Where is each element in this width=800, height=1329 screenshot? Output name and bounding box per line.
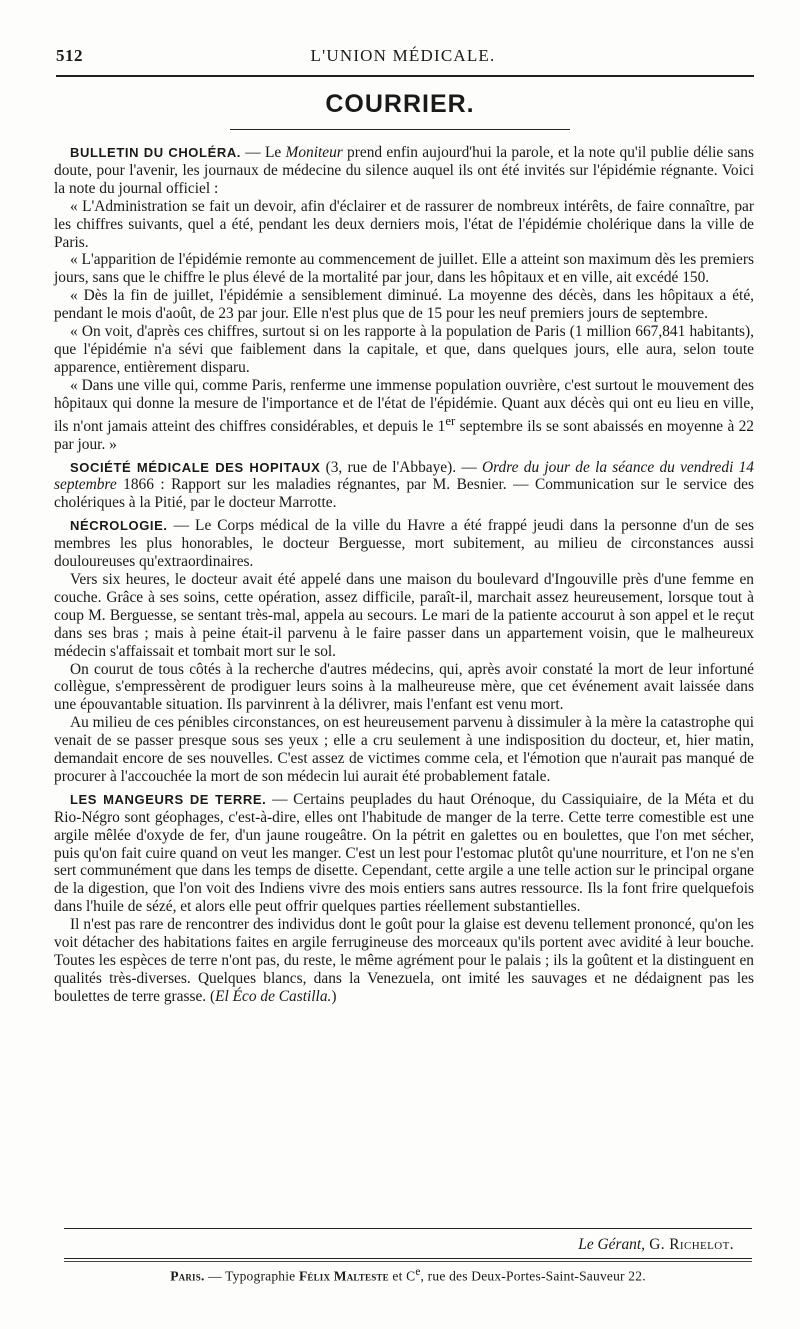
signature-name: G. Richelot. (644, 1236, 734, 1253)
mangeurs-paragraph-2 (54, 916, 754, 1006)
necrologie-paragraph-3: On courut de tous côtés à la recherche d'autres médecins, qui, après avoir constaté la mort de leur infortuné collègue, s'empressèrent de prodiguer leurs soins à la malheureuse mère, que cet événement avait laissée dans une épouvantable situation. Ils parvinrent à la délivrer, mais l'enfant est venu mort. (54, 660, 754, 714)
necrologie-heading: NÉCROLOGIE. (70, 518, 168, 534)
cholera-paragraph-4: « Dès la fin de juillet, l'épidémie a sensiblement diminué. La moyenne des décès, dans les hôpitaux a été, pendant le mois d'août, de 23 par jour. Elle n'est plus que de 15 pour les neuf premiers jours de septembre. (54, 287, 754, 323)
societe-paragraph (54, 459, 754, 513)
imprint-printer: Félix Malteste (298, 1268, 389, 1284)
cholera-paragraph-6 (54, 377, 754, 454)
cholera-superscript: er (445, 413, 456, 428)
mangeurs-paragraph-1 (54, 791, 754, 916)
header-rule (56, 75, 754, 77)
signature (578, 1236, 734, 1254)
article-body (54, 144, 754, 1006)
necrologie-paragraph-2: Vers six heures, le docteur avait été appelé dans une maison du boulevard d'Ingouville près d'une femme en couche. Grâce à ses soins, cette opération, assez difficile, paraît-il, marchait assez heureusement, lorsque tout à coup M. Berguesse, se sentant très-mal, appela au secours. Le mari de la patiente accourut à son appel et le reçut dans ses bras ; mais à peine était-il parvenu à le faire passer dans un appartement voisin, que le malheureux médecin s'affaissait et tombait mort sur le sol. (54, 570, 754, 660)
moniteur-title: Moniteur (285, 144, 343, 161)
mangeurs-source: El Éco de Castilla. (215, 987, 332, 1005)
footer-rule-double (64, 1261, 752, 1262)
societe-ordre-du-jour: Ordre du jour de la séance du vendredi 14 septembre (54, 458, 755, 494)
necrologie-text-1: — Le Corps médical de la ville du Havre a été frappé jeudi dans la personne d'un de ses membres les plus honorables, le docteur Berguesse, mort subitement, au milieu de circonstances aussi douloureuses qu'extraordinaires. (54, 517, 754, 571)
mangeurs-text-1: — Certains peuplades du haut Orénoque, du Cassiquiaire, de la Méta et du Rio-Négro sont géophages, c'est-à-dire, elles ont l'habitude de manger de la terre. Cette terre comestible est une argile mêlée d'oxyde de fer, d'un jaune rougeâtre. On la pétrit en galettes ou en boulettes, que l'on met sécher, puis qu'on fait cuire quand on veut les manger. C'est un lest pour l'estomac plutôt qu'une nourriture, et l'on ne s'en sert communément que dans les temps de disette. Cependant, cette argile a une telle action sur le principal organe de la digestion, que l'on voit des Indiens vivre des mois entiers sans autres ressource. Ils la font frire quelquefois dans l'huile de sézé, et alors elle peut offrir quelques parties réellement substantielles. (54, 790, 755, 916)
imprint-city: Paris. (170, 1268, 205, 1284)
page-number: 512 (56, 46, 83, 65)
mangeurs-heading: LES MANGEURS DE TERRE. (70, 791, 267, 807)
necrologie-paragraph-1 (54, 517, 754, 571)
societe-heading: SOCIÉTÉ MÉDICALE DES HOPITAUX (70, 459, 321, 475)
printer-imprint (64, 1266, 752, 1285)
journal-title: L'UNION MÉDICALE. (310, 46, 496, 65)
mangeurs-text-2a: Il n'est pas rare de rencontrer des individus dont le goût pour la glaise est devenu tellement prononcé, qu'on les voit détacher des habitations faites en argile ferrugineuse des morceaux qu'ils portent avec avidité à leur bouche. Toutes les espèces de terre n'ont pas, du reste, le même agrément pour le palais ; ils la goûtent et la distinguent en qualités très-diverses. Quelques blancs, dans la Venezuela, ont imité les sauvages et ne dédaignent pas les boulettes de terre grasse. ( (54, 916, 754, 1005)
title-rule (230, 129, 570, 130)
mangeurs-text-2b: ) (331, 987, 337, 1005)
cholera-text-6a: « Dans une ville qui, comme Paris, renferme une immense population ouvrière, c'est surtout le mouvement des hôpitaux qui donne la mesure de l'importance et de l'état de l'épidémie. Quant aux décès qui ont eu lieu en ville, ils n'ont jamais atteint des chiffres considérables, et depuis le 1 (54, 376, 754, 435)
page-header (56, 42, 750, 76)
imprint-text-1: — Typographie (204, 1268, 299, 1284)
cholera-text-6b: septembre ils se sont abaissés en moyenne à 22 par jour. » (54, 417, 754, 453)
societe-text-1: (3, rue de l'Abbaye). — (320, 458, 483, 476)
necrologie-paragraph-4: Au milieu de ces pénibles circonstances, on est heureusement parvenu à dissimuler à la mère la catastrophe qui venait de se passer presque sous ses yeux ; elle a cru seulement à une indisposition du docteur, et, hier matin, demandait encore de ses nouvelles. C'est assez de victimes comme cela, et l'émotion que n'aurait pas manqué de procurer à l'accouchée la mort de son médecin lui aurait été probablement fatale. (54, 714, 754, 785)
imprint-text-2: et C (388, 1268, 416, 1284)
cholera-paragraph-1 (54, 144, 754, 198)
societe-text-3: 1866 : Rapport sur les maladies régnantes, par M. Besnier. — Communication sur le service des cholériques à la Pitié, par le docteur Marrotte. (54, 476, 754, 512)
signature-rule (64, 1228, 752, 1229)
cholera-text-1a: — Le (241, 144, 286, 161)
imprint-text-3: , rue des Deux-Portes-Saint-Sauveur 22. (420, 1268, 646, 1284)
cholera-heading: BULLETIN DU CHOLÉRA. (70, 145, 242, 160)
signature-gerant: Le Gérant, (578, 1236, 645, 1253)
cholera-paragraph-2: « L'Administration se fait un devoir, afin d'éclairer et de rassurer de nombreux intérêts, de faire connaître, par les chiffres suivants, quel a été, pendant les deux derniers mois, l'état de l'épidémie cholérique dans la ville de Paris. (54, 197, 754, 251)
imprint-superscript: e (415, 1266, 421, 1278)
section-title: COURRIER. (325, 90, 475, 118)
footer-rule (64, 1258, 752, 1259)
cholera-paragraph-5: « On voit, d'après ces chiffres, surtout si on les rapporte à la population de Paris (1 million 667,841 habitants), que l'épidémie n'a sévi que faiblement dans la capitale, et que, dans quelques jours, elle aura, selon toute apparence, entièrement disparu. (54, 323, 754, 376)
cholera-paragraph-3: « L'apparition de l'épidémie remonte au commencement de juillet. Elle a atteint son maximum dès les premiers jours, sans que le chiffre le plus élevé de la mortalité par jour, dans les hôpitaux et en ville, ait excédé 150. (54, 251, 754, 287)
cholera-text-1c: prend enfin aujourd'hui la parole, et la note qu'il publie délie sans doute, pour l'avenir, les journaux de médecine du silence auquel ils ont été invités sur l'épidémie régnante. Voici la note du journal officiel : (54, 144, 754, 197)
